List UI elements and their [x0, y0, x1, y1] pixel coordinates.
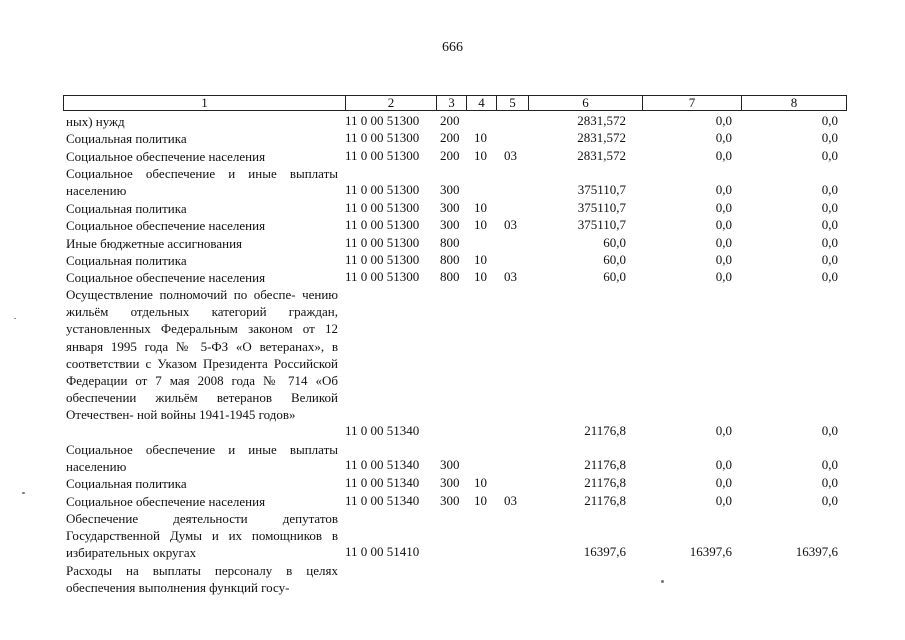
- row-vr: 200: [440, 130, 460, 145]
- row-value-8: 0,0: [821, 493, 838, 508]
- table-row: [0, 148, 905, 165]
- row-value-7: 0,0: [715, 252, 732, 267]
- row-rz: 10: [474, 475, 487, 490]
- table-header: [63, 95, 847, 111]
- row-vr: 800: [440, 235, 460, 250]
- table-row: [0, 113, 905, 130]
- row-value-7: 0,0: [715, 113, 732, 128]
- row-vr: 800: [440, 269, 460, 284]
- row-rz: 10: [474, 130, 487, 145]
- header-col-2: 2: [345, 96, 436, 110]
- row-value-6: 375110,7: [577, 182, 626, 197]
- row-code: 11 0 00 51340: [345, 423, 420, 438]
- row-vr: 200: [440, 113, 460, 128]
- table-row: [0, 510, 905, 562]
- row-vr: 300: [440, 457, 460, 472]
- row-value-8: 0,0: [821, 475, 838, 490]
- row-name: Социальная политика: [66, 131, 187, 146]
- row-rz: 10: [474, 252, 487, 267]
- row-value-8: 0,0: [821, 423, 838, 438]
- row-value-8: 0,0: [821, 269, 838, 284]
- row-value-8: 0,0: [821, 182, 838, 197]
- row-name: Социальное обеспечение и иные выплаты населению: [66, 442, 338, 475]
- row-vr: 300: [440, 182, 460, 197]
- row-value-7: 0,0: [715, 423, 732, 438]
- row-value-8: 0,0: [821, 252, 838, 267]
- row-value-7: 0,0: [715, 130, 732, 145]
- row-name: Расходы на выплаты персоналу в целях обеспечения выполнения функций госу-: [66, 563, 338, 596]
- row-vr: 200: [440, 148, 460, 163]
- row-pr: 03: [504, 148, 517, 163]
- row-value-6: 375110,7: [577, 200, 626, 215]
- row-value-7: 0,0: [715, 182, 732, 197]
- row-code: 11 0 00 51410: [345, 544, 420, 559]
- row-value-8: 0,0: [821, 200, 838, 215]
- table-row: [0, 200, 905, 217]
- row-name: Осуществление полномочий по обеспе- чению жильём отдельных категорий граждан, установленных Федеральным законом от 12 января 1995 года № 5-ФЗ «О ветеранах», в соответствии с Указом Президента Российской Федерации от 7 мая 2008 года № 714 «Об обеспечении жильём ветеранов Великой Отечествен- ной войны 1941-1945 годов»: [66, 287, 338, 423]
- table-row: [0, 165, 905, 200]
- row-rz: 10: [474, 217, 487, 232]
- row-name: Социальная политика: [66, 253, 187, 268]
- row-value-6: 375110,7: [577, 217, 626, 232]
- header-col-4: 4: [466, 96, 496, 110]
- row-value-7: 0,0: [715, 475, 732, 490]
- row-code: 11 0 00 51300: [345, 252, 420, 267]
- row-code: 11 0 00 51340: [345, 493, 420, 508]
- row-name: Социальное обеспечение населения: [66, 149, 266, 164]
- table-row: [0, 235, 905, 252]
- table-row: [0, 475, 905, 493]
- row-name: ных) нужд: [66, 114, 125, 129]
- row-value-6: 60,0: [603, 269, 626, 284]
- table-body: [0, 113, 905, 597]
- row-name: Социальное обеспечение и иные выплаты населению: [66, 166, 338, 199]
- header-col-6: 6: [528, 96, 642, 110]
- row-value-6: 21176,8: [584, 475, 626, 490]
- row-value-7: 0,0: [715, 493, 732, 508]
- row-value-7: 0,0: [715, 235, 732, 250]
- header-col-1: 1: [201, 95, 208, 110]
- row-value-8: 0,0: [821, 148, 838, 163]
- row-rz: 10: [474, 493, 487, 508]
- row-rz: 10: [474, 269, 487, 284]
- row-rz: 10: [474, 148, 487, 163]
- table-row: [0, 562, 905, 597]
- row-value-8: 0,0: [821, 130, 838, 145]
- row-value-8: 0,0: [821, 113, 838, 128]
- row-value-6: 2831,572: [577, 113, 626, 128]
- row-value-8: 0,0: [821, 217, 838, 232]
- row-vr: 300: [440, 200, 460, 215]
- row-value-8: 0,0: [821, 457, 838, 472]
- row-value-6: 2831,572: [577, 130, 626, 145]
- row-name: Социальная политика: [66, 476, 187, 491]
- row-code: 11 0 00 51340: [345, 475, 420, 490]
- scan-speck: [22, 492, 25, 494]
- row-code: 11 0 00 51300: [345, 113, 420, 128]
- row-value-6: 21176,8: [584, 423, 626, 438]
- row-pr: 03: [504, 493, 517, 508]
- row-vr: 800: [440, 252, 460, 267]
- row-value-7: 0,0: [715, 457, 732, 472]
- row-value-6: 60,0: [603, 235, 626, 250]
- table-row: [0, 441, 905, 475]
- header-col-3: 3: [436, 96, 466, 110]
- row-vr: 300: [440, 493, 460, 508]
- table-row: [0, 269, 905, 286]
- row-pr: 03: [504, 217, 517, 232]
- table-row: [0, 252, 905, 269]
- row-value-6: 21176,8: [584, 457, 626, 472]
- row-name: Иные бюджетные ассигнования: [66, 236, 243, 251]
- row-name: Социальное обеспечение населения: [66, 270, 266, 285]
- row-code: 11 0 00 51300: [345, 200, 420, 215]
- row-value-6: 2831,572: [577, 148, 626, 163]
- row-code: 11 0 00 51300: [345, 130, 420, 145]
- row-code: 11 0 00 51300: [345, 235, 420, 250]
- row-rz: 10: [474, 200, 487, 215]
- row-code: 11 0 00 51340: [345, 457, 420, 472]
- row-code: 11 0 00 51300: [345, 269, 420, 284]
- row-value-8: 16397,6: [795, 544, 838, 559]
- row-value-8: 0,0: [821, 235, 838, 250]
- row-value-7: 0,0: [715, 217, 732, 232]
- row-vr: 300: [440, 475, 460, 490]
- scan-speck: [661, 580, 664, 583]
- row-name: Социальное обеспечение населения: [66, 494, 266, 509]
- row-name: Социальное обеспечение населения: [66, 218, 266, 233]
- row-name: Социальная политика: [66, 201, 187, 216]
- header-col-8: 8: [741, 96, 846, 110]
- row-code: 11 0 00 51300: [345, 217, 420, 232]
- row-name: Обеспечение деятельности депутатов Государственной Думы и их помощников в избирательных округах: [66, 511, 338, 561]
- table-row: [0, 130, 905, 148]
- table-row: [0, 286, 905, 441]
- header-col-5: 5: [496, 96, 528, 110]
- row-value-6: 60,0: [603, 252, 626, 267]
- table-row: [0, 493, 905, 510]
- row-value-7: 16397,6: [689, 544, 732, 559]
- row-value-7: 0,0: [715, 269, 732, 284]
- page-number: 666: [442, 40, 463, 55]
- header-col-7: 7: [642, 96, 741, 110]
- scan-speck: [14, 318, 16, 319]
- row-value-7: 0,0: [715, 148, 732, 163]
- table-row: [0, 217, 905, 235]
- row-code: 11 0 00 51300: [345, 148, 420, 163]
- row-code: 11 0 00 51300: [345, 182, 420, 197]
- row-vr: 300: [440, 217, 460, 232]
- row-pr: 03: [504, 269, 517, 284]
- row-value-7: 0,0: [715, 200, 732, 215]
- row-value-6: 16397,6: [583, 544, 626, 559]
- row-value-6: 21176,8: [584, 493, 626, 508]
